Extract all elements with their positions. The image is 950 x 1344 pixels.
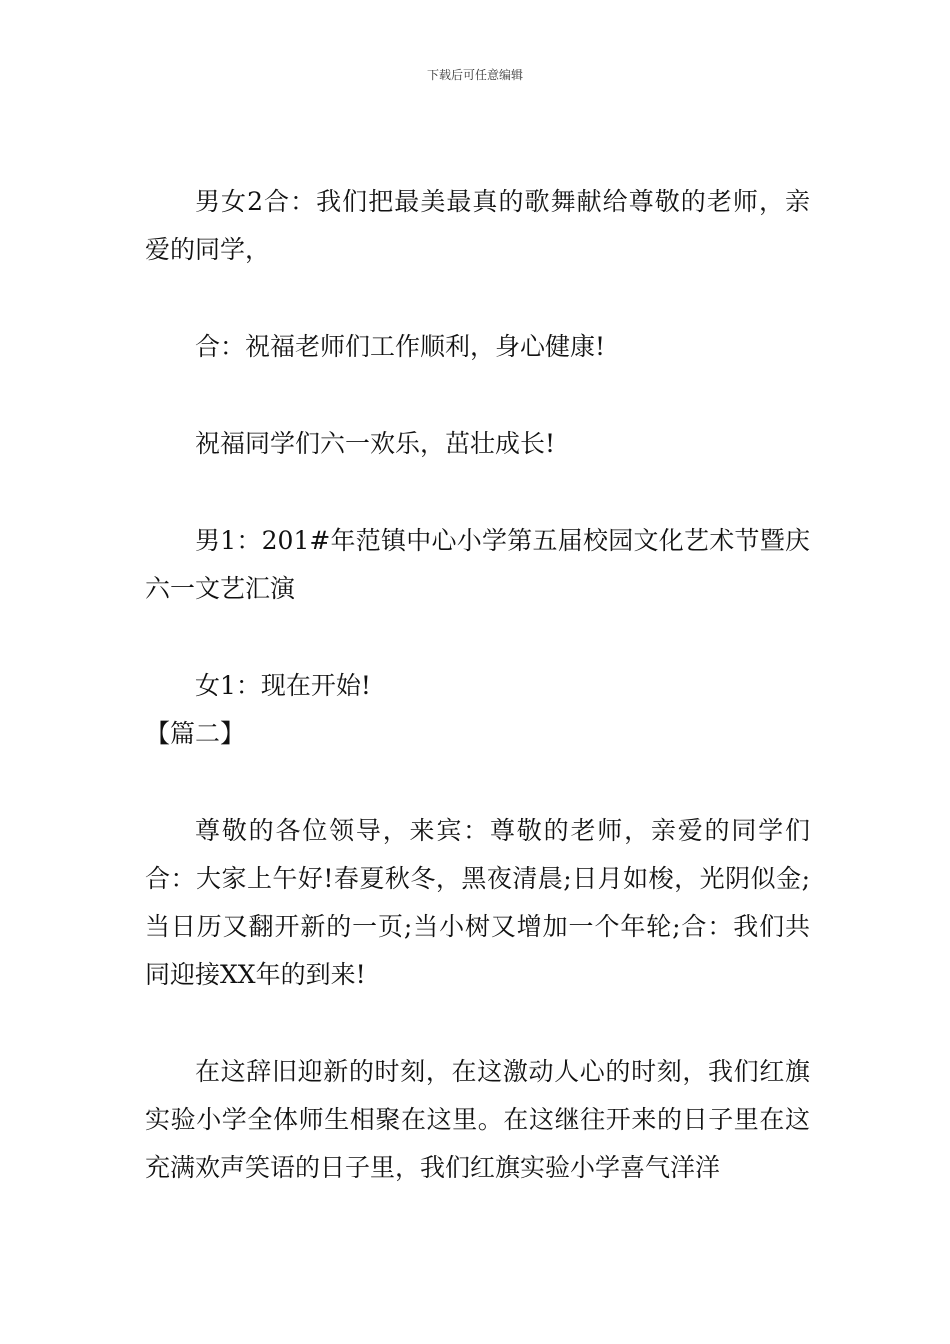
paragraph-3: 祝福同学们六一欢乐，茁壮成长! <box>195 429 556 458</box>
paragraph-2: 合：祝福老师们工作顺利，身心健康! <box>195 332 606 361</box>
section-paragraph-1: 尊敬的各位领导，来宾：尊敬的老师，亲爱的同学们合：大家上午好!春夏秋冬，黑夜清晨;日月如梭，光阴似金;当日历又翻开新的一页;当小树又增加一个年轮;合：我们共同迎接XX年的到来! <box>145 816 810 989</box>
paragraph-1: 男女2合：我们把最美最真的歌舞献给尊敬的老师，亲爱的同学， <box>145 187 810 264</box>
paragraph-5: 女1：现在开始! <box>195 671 371 700</box>
section-paragraph-2: 在这辞旧迎新的时刻，在这激动人心的时刻，我们红旗实验小学全体师生相聚在这里。在这继往开来的日子里在这充满欢声笑语的日子里，我们红旗实验小学喜气洋洋 <box>145 1057 810 1182</box>
header-note: 下载后可任意编辑 <box>426 68 523 82</box>
paragraph-4: 男1：201#年范镇中心小学第五届校园文化艺术节暨庆六一文艺汇演 <box>145 526 810 603</box>
section-title: 【篇二】 <box>145 719 246 748</box>
document-body <box>145 178 810 1192</box>
